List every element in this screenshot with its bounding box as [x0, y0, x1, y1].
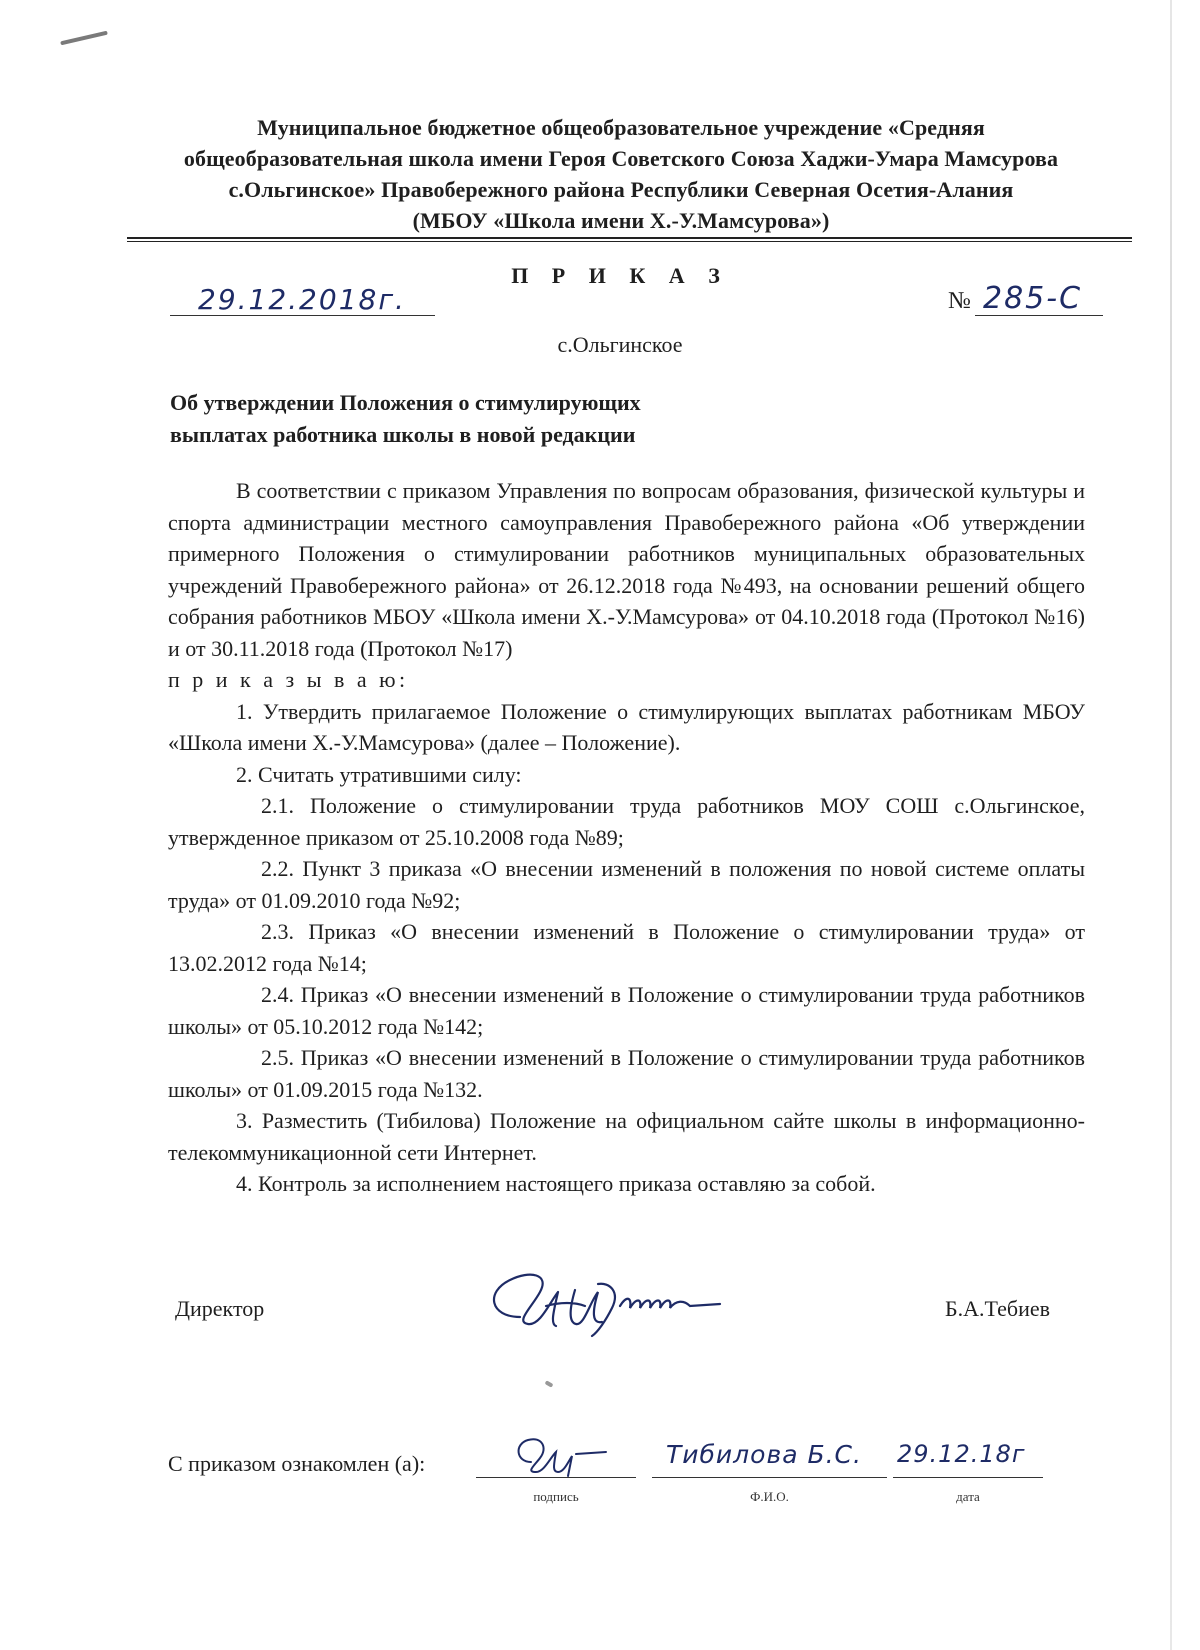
order-date-field	[170, 280, 435, 320]
ack-name-underline	[652, 1477, 887, 1478]
order-title: П Р И К А З	[511, 263, 729, 288]
ack-date-handwritten: 29.12.18г	[897, 1440, 1026, 1468]
preamble-paragraph: В соответствии с приказом Управления по вопросам образования, физической культуры и спорта администрации местного самоуправления Правобережного района «Об утверждении примерного Положения о стимулировании работников муниципальных образовательных учреждений Правобережного района» от 26.12.2018 года №493, на основании решений общего собрания работников МБОУ «Школа имени Х.-У.Мамсурова» от 04.10.2018 года (Протокол №16) и от 30.11.2018 года (Протокол №17)	[168, 478, 1085, 661]
caption-signature: подпись	[533, 1489, 579, 1504]
scan-corner-mark	[60, 31, 108, 46]
signatory-name: Б.А.Тебиев	[945, 1296, 1051, 1321]
ack-name-handwritten: Тибилова Б.С.	[666, 1440, 862, 1469]
order-item-4: 4. Контроль за исполнением настоящего приказа оставляю за собой.	[236, 1171, 876, 1196]
header-line: (МБОУ «Школа имени Х.-У.Мамсурова»)	[412, 208, 830, 233]
caption-name: Ф.И.О.	[750, 1489, 789, 1504]
ack-date-underline	[893, 1477, 1043, 1478]
order-item-3: 3. Разместить (Тибилова) Положение на официальном сайте школы в информационно-телекоммуникационной сети Интернет.	[168, 1108, 1085, 1165]
ack-signature-underline	[476, 1477, 636, 1478]
order-item-2: 2. Считать утратившими силу:	[236, 761, 522, 787]
caption-date: дата	[956, 1489, 980, 1504]
order-place: с.Ольгинское	[557, 332, 683, 357]
order-number-field	[975, 280, 1103, 320]
ack-date-field	[893, 1440, 1043, 1480]
director-signature-icon	[480, 1262, 740, 1342]
order-item-2-1: 2.1. Положение о стимулировании труда работников МОУ СОШ с.Ольгинское, утвержденное приказом от 25.10.2008 года №89;	[168, 793, 1085, 850]
order-date-underline	[170, 315, 435, 316]
order-number-underline	[975, 315, 1103, 316]
order-item-2-3: 2.3. Приказ «О внесении изменений в Положение о стимулировании труда» от 13.02.2012 года №14;	[168, 919, 1085, 976]
ack-signature-field	[476, 1440, 636, 1480]
subject-line: выплатах работника школы в новой редакции	[170, 422, 636, 447]
order-body	[168, 475, 1085, 1200]
header-line: Муниципальное бюджетное общеобразовательное учреждение «Средняя	[257, 115, 985, 140]
header-line: с.Ольгинское» Правобережного района Республики Северная Осетия-Алания	[228, 177, 1014, 202]
header-divider	[127, 237, 1132, 242]
order-item-2-2: 2.2. Пункт 3 приказа «О внесении изменений в положения по новой системе оплаты труда» от 01.09.2010 года №92;	[168, 856, 1085, 913]
order-item-1: 1. Утвердить прилагаемое Положение о стимулирующих выплатах работникам МБОУ «Школа имени Х.-У.Мамсурова» (далее – Положение).	[168, 698, 1085, 755]
scan-speck	[545, 1380, 554, 1387]
subject-line: Об утверждении Положения о стимулирующих	[170, 390, 641, 415]
order-date-handwritten: 29.12.2018г.	[198, 283, 406, 316]
order-subject	[170, 387, 641, 451]
order-word: п р и к а з ы в а ю:	[168, 667, 409, 692]
header-line: общеобразовательная школа имени Героя Советского Союза Хаджи-Умара Мамсурова	[183, 146, 1059, 171]
scan-page-edge	[1170, 0, 1172, 1650]
order-item-2-4: 2.4. Приказ «О внесении изменений в Положение о стимулировании труда работников школы» от 05.10.2012 года №142;	[168, 982, 1085, 1039]
ack-signature-icon	[506, 1432, 616, 1480]
institution-header	[100, 112, 1142, 236]
order-number-handwritten: 285-С	[983, 281, 1083, 316]
acknowledgement-label: С приказом ознакомлен (а):	[168, 1451, 426, 1476]
ack-name-field	[652, 1440, 887, 1480]
order-item-2-5: 2.5. Приказ «О внесении изменений в Положение о стимулировании труда работников школы» от 01.09.2015 года №132.	[168, 1045, 1085, 1102]
signatory-role: Директор	[175, 1296, 265, 1321]
order-number-label: №	[948, 288, 971, 314]
